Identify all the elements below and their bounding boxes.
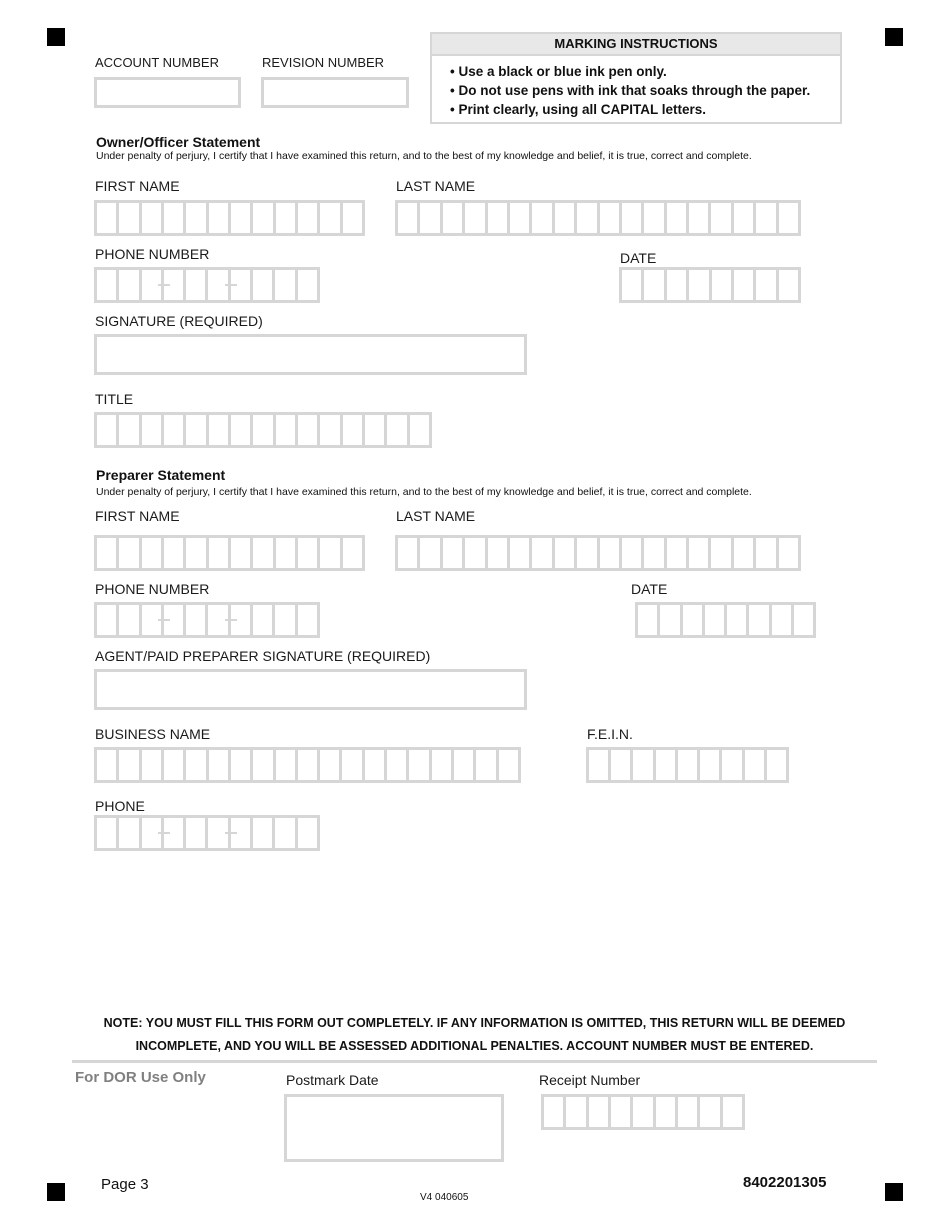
char-cell[interactable] <box>164 538 186 568</box>
char-cell[interactable] <box>432 750 454 780</box>
char-cell[interactable] <box>164 605 186 635</box>
char-cell[interactable] <box>164 270 186 300</box>
preparer-first-name-label: FIRST NAME <box>95 508 180 524</box>
char-cell[interactable] <box>544 1097 566 1127</box>
char-cell[interactable] <box>209 538 231 568</box>
preparer-phone-label: PHONE NUMBER <box>95 581 210 597</box>
char-cell[interactable] <box>705 605 727 635</box>
char-cell[interactable] <box>119 270 141 300</box>
char-cell[interactable] <box>97 605 119 635</box>
char-cell[interactable] <box>689 538 711 568</box>
char-cell[interactable] <box>97 538 119 568</box>
char-cell[interactable] <box>749 605 771 635</box>
char-cell[interactable] <box>532 203 554 233</box>
char-cell[interactable] <box>398 203 420 233</box>
char-cell[interactable] <box>253 750 275 780</box>
char-cell[interactable] <box>142 415 164 445</box>
char-cell[interactable] <box>231 203 253 233</box>
owner-first-name-label: FIRST NAME <box>95 178 180 194</box>
char-cell[interactable] <box>465 203 487 233</box>
completion-note-line1: NOTE: YOU MUST FILL THIS FORM OUT COMPLETELY. IF ANY INFORMATION IS OMITTED, THIS RETURN WILL BE DEEMED <box>103 1016 846 1030</box>
account-number-field[interactable] <box>94 77 241 108</box>
preparer-date-field[interactable] <box>635 602 816 638</box>
char-cell[interactable] <box>577 203 599 233</box>
char-cell[interactable] <box>276 750 298 780</box>
char-cell[interactable] <box>119 415 141 445</box>
char-cell[interactable] <box>667 538 689 568</box>
owner-phone-label: PHONE NUMBER <box>95 246 210 262</box>
char-cell[interactable] <box>276 203 298 233</box>
char-cell[interactable] <box>253 415 275 445</box>
char-cell[interactable] <box>734 203 756 233</box>
char-cell[interactable] <box>555 538 577 568</box>
char-cell[interactable] <box>97 750 119 780</box>
char-cell[interactable] <box>253 203 275 233</box>
char-cell[interactable] <box>633 750 655 780</box>
owner-date-field[interactable] <box>619 267 801 303</box>
char-cell[interactable] <box>667 270 689 300</box>
owner-title-label: TITLE <box>95 391 134 407</box>
char-cell[interactable] <box>476 750 498 780</box>
owner-phone-field[interactable] <box>94 267 320 303</box>
char-cell[interactable] <box>164 750 186 780</box>
business-name-field[interactable] <box>94 747 521 783</box>
char-cell[interactable] <box>164 415 186 445</box>
char-cell[interactable] <box>320 538 342 568</box>
char-cell[interactable] <box>298 538 320 568</box>
char-cell[interactable] <box>186 750 208 780</box>
completion-note-line2: INCOMPLETE, AND YOU WILL BE ASSESSED ADDITIONAL PENALTIES. ACCOUNT NUMBER MUST BE ENTERED. <box>135 1039 814 1053</box>
char-cell[interactable] <box>119 605 141 635</box>
char-cell[interactable] <box>276 415 298 445</box>
page-number: Page 3 <box>101 1176 149 1193</box>
char-cell[interactable] <box>387 415 409 445</box>
receipt-number-label: Receipt Number <box>539 1072 641 1088</box>
owner-title-field[interactable] <box>94 412 432 448</box>
char-cell[interactable] <box>253 818 275 848</box>
preparer-last-name-label: LAST NAME <box>396 508 476 524</box>
char-cell[interactable] <box>231 538 253 568</box>
char-cell[interactable] <box>186 818 208 848</box>
char-cell[interactable] <box>734 538 756 568</box>
instruction-item: • Do not use pens with ink that soaks through the paper. <box>450 83 811 98</box>
postmark-date-label: Postmark Date <box>286 1072 379 1088</box>
receipt-number-field[interactable] <box>541 1094 745 1130</box>
char-cell[interactable] <box>231 818 253 848</box>
char-cell[interactable] <box>577 538 599 568</box>
char-cell[interactable] <box>711 538 733 568</box>
char-cell[interactable] <box>209 203 231 233</box>
preparer-statement-text: Under penalty of perjury, I certify that I have examined this return, and to the best of my knowledge and belief, it is true, correct and complete. <box>96 486 752 498</box>
char-cell[interactable] <box>622 270 644 300</box>
preparer-statement-title: Preparer Statement <box>96 467 226 483</box>
char-cell[interactable] <box>700 750 722 780</box>
char-cell[interactable] <box>253 270 275 300</box>
char-cell[interactable] <box>510 203 532 233</box>
char-cell[interactable] <box>656 750 678 780</box>
char-cell[interactable] <box>119 750 141 780</box>
char-cell[interactable] <box>678 750 700 780</box>
char-cell[interactable] <box>767 750 789 780</box>
char-cell[interactable] <box>142 605 164 635</box>
char-cell[interactable] <box>298 270 320 300</box>
char-cell[interactable] <box>555 203 577 233</box>
preparer-phone-field[interactable] <box>94 602 320 638</box>
char-cell[interactable] <box>488 203 510 233</box>
char-cell[interactable] <box>420 203 442 233</box>
char-cell[interactable] <box>443 203 465 233</box>
char-cell[interactable] <box>231 605 253 635</box>
preparer-first-name-field[interactable] <box>94 535 365 571</box>
char-cell[interactable] <box>633 1097 655 1127</box>
char-cell[interactable] <box>298 605 320 635</box>
registration-mark-bottom-left <box>47 1183 65 1201</box>
char-cell[interactable] <box>756 203 778 233</box>
char-cell[interactable] <box>142 538 164 568</box>
char-cell[interactable] <box>622 538 644 568</box>
postmark-date-field[interactable] <box>284 1094 504 1162</box>
form-code: 8402201305 <box>743 1174 827 1191</box>
fein-field[interactable] <box>586 747 789 783</box>
char-cell[interactable] <box>566 1097 588 1127</box>
preparer-signature-field[interactable] <box>94 669 527 710</box>
char-cell[interactable] <box>276 538 298 568</box>
marking-instructions-box <box>430 32 842 124</box>
char-cell[interactable] <box>779 538 801 568</box>
char-cell[interactable] <box>600 538 622 568</box>
char-cell[interactable] <box>275 605 297 635</box>
char-cell[interactable] <box>656 1097 678 1127</box>
char-cell[interactable] <box>443 538 465 568</box>
char-cell[interactable] <box>711 203 733 233</box>
char-cell[interactable] <box>97 415 119 445</box>
char-cell[interactable] <box>164 818 186 848</box>
char-cell[interactable] <box>231 270 253 300</box>
char-cell[interactable] <box>589 750 611 780</box>
char-cell[interactable] <box>320 203 342 233</box>
char-cell[interactable] <box>611 1097 633 1127</box>
account-number-label: ACCOUNT NUMBER <box>95 55 219 70</box>
char-cell[interactable] <box>343 538 365 568</box>
owner-last-name-field[interactable] <box>395 200 801 236</box>
version-code: V4 040605 <box>420 1192 469 1203</box>
char-cell[interactable] <box>756 538 778 568</box>
char-cell[interactable] <box>97 818 119 848</box>
char-cell[interactable] <box>253 605 275 635</box>
char-cell[interactable] <box>343 415 365 445</box>
char-cell[interactable] <box>660 605 682 635</box>
registration-mark-bottom-right <box>885 1183 903 1201</box>
char-cell[interactable] <box>465 538 487 568</box>
marking-instructions-list <box>432 62 840 119</box>
owner-statement-title: Owner/Officer Statement <box>96 134 261 150</box>
preparer-last-name-field[interactable] <box>395 535 801 571</box>
char-cell[interactable] <box>727 605 749 635</box>
preparer-signature-label: AGENT/PAID PREPARER SIGNATURE (REQUIRED) <box>95 648 431 664</box>
marking-instructions-title: MARKING INSTRUCTIONS <box>432 34 840 56</box>
char-cell[interactable] <box>689 270 711 300</box>
char-cell[interactable] <box>644 270 666 300</box>
char-cell[interactable] <box>454 750 476 780</box>
char-cell[interactable] <box>119 203 141 233</box>
char-cell[interactable] <box>142 818 164 848</box>
char-cell[interactable] <box>689 203 711 233</box>
char-cell[interactable] <box>298 203 320 233</box>
char-cell[interactable] <box>186 415 208 445</box>
registration-mark-top-left <box>47 28 65 46</box>
revision-number-label: REVISION NUMBER <box>262 55 385 70</box>
char-cell[interactable] <box>208 270 230 300</box>
char-cell[interactable] <box>253 538 275 568</box>
char-cell[interactable] <box>779 203 801 233</box>
char-cell[interactable] <box>320 415 342 445</box>
instruction-item: • Use a black or blue ink pen only. <box>450 64 667 79</box>
char-cell[interactable] <box>700 1097 722 1127</box>
char-cell[interactable] <box>97 203 119 233</box>
char-cell[interactable] <box>712 270 734 300</box>
business-name-label: BUSINESS NAME <box>95 726 211 742</box>
char-cell[interactable] <box>186 270 208 300</box>
char-cell[interactable] <box>365 750 387 780</box>
char-cell[interactable] <box>298 750 320 780</box>
char-cell[interactable] <box>622 203 644 233</box>
char-cell[interactable] <box>186 538 208 568</box>
preparer-date-label: DATE <box>631 581 668 597</box>
char-cell[interactable] <box>644 203 666 233</box>
char-cell[interactable] <box>499 750 521 780</box>
registration-mark-top-right <box>885 28 903 46</box>
char-cell[interactable] <box>97 270 119 300</box>
char-cell[interactable] <box>186 605 208 635</box>
char-cell[interactable] <box>365 415 387 445</box>
char-cell[interactable] <box>638 605 660 635</box>
char-cell[interactable] <box>231 415 253 445</box>
char-cell[interactable] <box>723 1097 745 1127</box>
dor-use-label: For DOR Use Only <box>75 1069 206 1086</box>
char-cell[interactable] <box>794 605 816 635</box>
char-cell[interactable] <box>275 818 297 848</box>
char-cell[interactable] <box>343 203 365 233</box>
char-cell[interactable] <box>409 750 431 780</box>
char-cell[interactable] <box>683 605 705 635</box>
char-cell[interactable] <box>298 818 320 848</box>
owner-last-name-label: LAST NAME <box>396 178 476 194</box>
char-cell[interactable] <box>164 203 186 233</box>
char-cell[interactable] <box>231 750 253 780</box>
char-cell[interactable] <box>142 270 164 300</box>
char-cell[interactable] <box>488 538 510 568</box>
completion-note <box>72 1012 877 1058</box>
char-cell[interactable] <box>667 203 689 233</box>
preparer-phone2-label: PHONE <box>95 798 145 814</box>
char-cell[interactable] <box>387 750 409 780</box>
char-cell[interactable] <box>644 538 666 568</box>
char-cell[interactable] <box>420 538 442 568</box>
char-cell[interactable] <box>275 270 297 300</box>
char-cell[interactable] <box>756 270 778 300</box>
char-cell[interactable] <box>678 1097 700 1127</box>
fein-label: F.E.I.N. <box>587 726 633 742</box>
dor-divider <box>72 1060 877 1063</box>
owner-date-label: DATE <box>620 250 657 266</box>
owner-signature-label: SIGNATURE (REQUIRED) <box>95 313 263 329</box>
owner-first-name-field[interactable] <box>94 200 365 236</box>
char-cell[interactable] <box>119 538 141 568</box>
char-cell[interactable] <box>745 750 767 780</box>
char-cell[interactable] <box>209 415 231 445</box>
char-cell[interactable] <box>208 605 230 635</box>
char-cell[interactable] <box>510 538 532 568</box>
char-cell[interactable] <box>772 605 794 635</box>
char-cell[interactable] <box>298 415 320 445</box>
char-cell[interactable] <box>734 270 756 300</box>
instruction-item: • Print clearly, using all CAPITAL letters. <box>450 102 707 117</box>
char-cell[interactable] <box>208 818 230 848</box>
char-cell[interactable] <box>589 1097 611 1127</box>
owner-signature-field[interactable] <box>94 334 527 375</box>
preparer-phone2-field[interactable] <box>94 815 320 851</box>
owner-statement-text: Under penalty of perjury, I certify that I have examined this return, and to the best of my knowledge and belief, it is true, correct and complete. <box>96 150 752 162</box>
char-cell[interactable] <box>119 818 141 848</box>
char-cell[interactable] <box>410 415 432 445</box>
char-cell[interactable] <box>209 750 231 780</box>
char-cell[interactable] <box>722 750 744 780</box>
char-cell[interactable] <box>142 750 164 780</box>
char-cell[interactable] <box>779 270 801 300</box>
char-cell[interactable] <box>398 538 420 568</box>
char-cell[interactable] <box>186 203 208 233</box>
char-cell[interactable] <box>342 750 364 780</box>
char-cell[interactable] <box>320 750 342 780</box>
char-cell[interactable] <box>600 203 622 233</box>
char-cell[interactable] <box>532 538 554 568</box>
char-cell[interactable] <box>611 750 633 780</box>
char-cell[interactable] <box>142 203 164 233</box>
revision-number-field[interactable] <box>261 77 409 108</box>
